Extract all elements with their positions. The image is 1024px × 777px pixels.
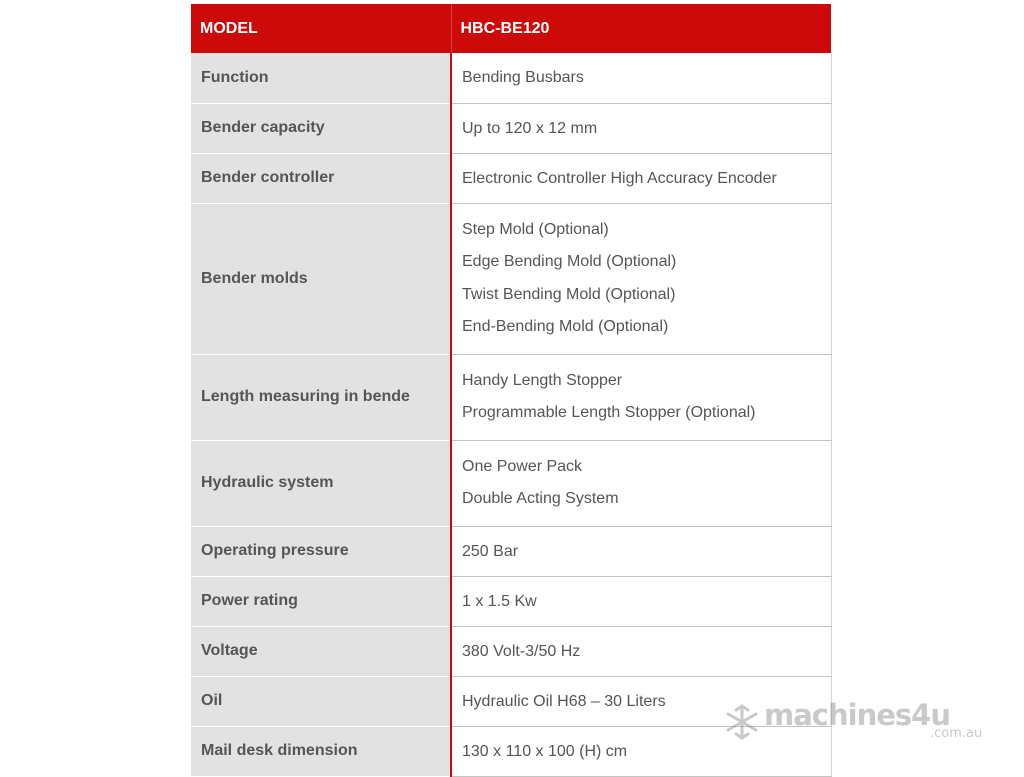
spec-value-line: Electronic Controller High Accuracy Encoder: [462, 169, 777, 187]
spec-value-line: Double Acting System: [462, 490, 619, 507]
spec-key: Hydraulic system: [191, 440, 451, 526]
spec-key: Length measuring in bende: [191, 354, 451, 440]
spec-value-line: 380 Volt-3/50 Hz: [462, 642, 581, 660]
spec-row: [191, 203, 831, 354]
machines4u-watermark: [722, 700, 992, 744]
spec-value: [451, 440, 831, 526]
watermark-tld: .com.au: [930, 726, 983, 741]
watermark-brand: machines4u: [764, 698, 950, 732]
spec-row: [191, 153, 831, 203]
spec-row: [191, 103, 831, 153]
spec-value-line: 1 x 1.5 Kw: [462, 592, 537, 610]
spec-value-line: One Power Pack: [462, 457, 583, 475]
header-row: [191, 4, 831, 53]
spec-value-line: Up to 120 x 12 mm: [462, 119, 598, 137]
spec-key: Power rating: [191, 576, 451, 626]
spec-key: Oil: [191, 676, 451, 726]
spec-row: [191, 440, 831, 526]
spec-value: [451, 354, 831, 440]
spec-row: [191, 526, 831, 576]
spec-row: [191, 354, 831, 440]
spec-value-line: Step Mold (Optional): [462, 220, 609, 238]
spec-key: Voltage: [191, 626, 451, 676]
spec-key: Bender molds: [191, 203, 451, 354]
spec-value-line: 130 x 110 x 100 (H) cm: [462, 742, 628, 760]
spec-value-line: Programmable Length Stopper (Optional): [462, 404, 756, 421]
spec-key: Bender controller: [191, 153, 451, 203]
spec-table-body: [191, 53, 831, 776]
spec-value-line: Hydraulic Oil H68 – 30 Liters: [462, 692, 666, 710]
spec-value: [451, 103, 831, 153]
spec-key: Mail desk dimension: [191, 726, 451, 776]
spec-key: Operating pressure: [191, 526, 451, 576]
spec-value: [451, 203, 831, 354]
spec-value-line: Edge Bending Mold (Optional): [462, 253, 677, 270]
spec-value-line: Handy Length Stopper: [462, 371, 623, 389]
spec-table-header: [191, 4, 831, 53]
model-label: MODEL: [191, 4, 451, 53]
spec-key: Function: [191, 53, 451, 103]
spec-value-line: Twist Bending Mold (Optional): [462, 285, 676, 303]
spec-row: [191, 626, 831, 676]
spec-value: [451, 526, 831, 576]
model-value: HBC-BE120: [451, 4, 831, 53]
spec-key: Bender capacity: [191, 103, 451, 153]
spec-value-line: 250 Bar: [462, 542, 519, 560]
spec-value: [451, 153, 831, 203]
spec-row: [191, 53, 831, 103]
spec-value: [451, 626, 831, 676]
spec-value: [451, 576, 831, 626]
spec-value-line: End-Bending Mold (Optional): [462, 318, 669, 335]
spec-value: [451, 53, 831, 103]
spec-table: [191, 4, 832, 777]
snowflake-arrow-icon: [722, 702, 762, 742]
spec-value-line: Bending Busbars: [462, 69, 584, 87]
spec-row: [191, 576, 831, 626]
